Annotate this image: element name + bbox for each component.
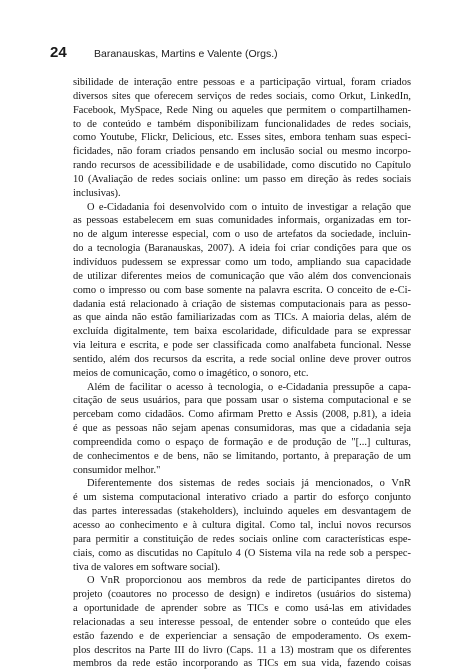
page-number: 24: [50, 44, 67, 61]
text-line: Além de facilitar o acesso à tecnologia, o e-Cidadania pressupõe a capa-: [87, 381, 411, 393]
text-line: sibilidade de interação entre pessoas e a participação virtual, foram criados: [73, 77, 411, 88]
body-text: [73, 76, 411, 671]
running-head: Baranauskas, Martins e Valente (Orgs.): [94, 48, 278, 60]
text-line: percebam como cidadãos. Como afirmam Pretto e Assis (2008, p.81), a ideia: [73, 409, 411, 421]
text-line: Facebook, MySpace, Rede Ning ou aqueles que permitem o compartilhamen-: [73, 104, 411, 116]
text-line: diversos sites que oferecem serviços de redes sociais, como Orkut, LinkedIn,: [73, 90, 411, 102]
text-line: plos descritos na Parte III do livro (Caps. 11 a 13) mostram que os diferentes: [73, 644, 411, 656]
text-line: O VnR proporcionou aos membros da rede de participantes diretos do: [87, 575, 411, 587]
text-line: compreendida como o espaço de formação e de produção de "[...] culturas,: [73, 436, 411, 448]
text-line: como o impresso ou com base somente na palavra escrita. O conceito de e-Ci-: [73, 284, 411, 296]
text-line: citação de seus usuários, para que possam usar o sistema computacional e se: [73, 395, 411, 407]
text-line: as pessoas estabelecem em suas comunidades informais, organizadas em tor-: [73, 215, 411, 227]
text-line: inclusivas).: [73, 187, 121, 199]
text-line: do a tecnologia (Baranauskas, 2007). A ideia foi criar condições para que os: [73, 243, 411, 255]
text-line: 10 (Avaliação de redes sociais online: um passo em direção às redes sociais: [73, 173, 411, 185]
text-line: é um sistema computacional interativo criado a partir do esforço conjunto: [73, 492, 411, 504]
text-line: de utilizar diferentes meios de comunicação que vão além dos convencionais: [73, 270, 411, 282]
text-line: estão fazendo e de experienciar a sensação de empoderamento. Os exem-: [73, 630, 411, 642]
page-header: [50, 44, 278, 66]
text-line: meios de comunicação, como o imagético, o sonoro, etc.: [73, 367, 309, 379]
text-line: como Youtube, Flickr, Delicious, etc. Esses sites, embora tenham suas especi-: [73, 132, 411, 144]
text-line: relacionadas a seu interesse pessoal, de entender sobre o conteúdo que eles: [73, 616, 411, 628]
text-line: sentido, além dos recursos da escrita, a rede social online deve prover outros: [73, 353, 411, 365]
text-line: de conhecimentos e de bens, não se limitando, portanto, à preparação de um: [73, 450, 411, 462]
text-line: membros da rede estão incorporando as TICs em sua vida, fazendo coisas: [73, 658, 411, 670]
text-line: para permitir a constituição de redes sociais online com características espe-: [73, 533, 411, 545]
text-line: ficidades, não foram criados pensando em inclusão social ou mesmo incorpo-: [73, 146, 411, 158]
text-line: projeto (coautores no processo de design) e indiretos (usuários do sistema): [73, 589, 411, 601]
text-line: ciais, como as discutidas no Capítulo 4 (O Sistema vila na rede sob a perspec-: [73, 547, 411, 559]
text-line: O e-Cidadania foi desenvolvido com o intuito de investigar a relação que: [87, 201, 411, 213]
text-line: a oportunidade de aprender sobre as TICs e como usá-las em atividades: [73, 603, 411, 615]
text-line: to de conteúdo e também disponibilizam funcionalidades de redes sociais,: [73, 118, 411, 130]
text-line: Diferentemente dos sistemas de redes sociais já mencionados, o VnR: [87, 478, 411, 490]
text-line: tiva de valores em software social).: [73, 561, 221, 573]
text-line: acesso ao conhecimento e à cultura digital. Como tal, inclui novos recursos: [73, 520, 411, 531]
text-line: é que as pessoas não sejam apenas consumidoras, mas que a cidadania seja: [73, 423, 411, 435]
text-line: das partes interessadas (stakeholders), incluindo aqueles em desvantagem de: [73, 506, 411, 518]
text-line: as que ainda não estão familiarizadas com as TICs. A maioria delas, além de: [73, 312, 411, 324]
text-line: consumidor melhor.": [73, 464, 161, 476]
text-line: via leitura e escrita, e pode ser classificada como analfabeta funcional. Nesse: [73, 340, 411, 352]
text-line: indivíduos pudessem se expressar como um todo, ampliando sua capacidade: [73, 256, 411, 268]
text-line: rando recursos de acessibilidade e de usabilidade, como discutido no Capítulo: [73, 160, 411, 172]
text-line: dadania está relacionado à criação de sistemas computacionais para as pesso-: [73, 298, 411, 310]
text-line: excluída digitalmente, tem baixa escolaridade, dificuldade para se expressar: [73, 326, 411, 338]
text-line: no de algum interesse especial, com o uso de artefatos da sociedade, incluin-: [73, 229, 411, 241]
